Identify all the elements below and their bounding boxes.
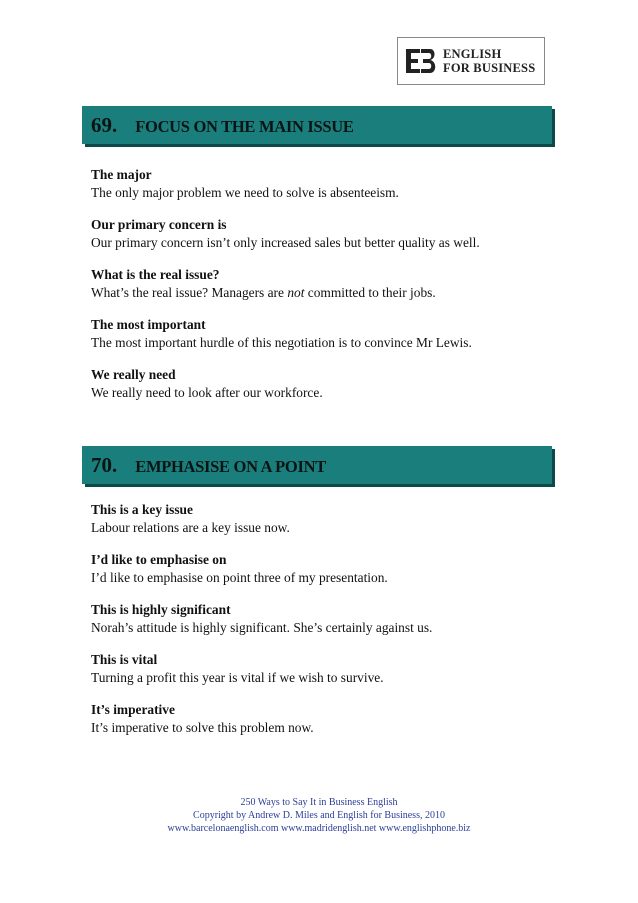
phrase-item: [91, 366, 611, 402]
footer-links[interactable]: www.barcelonaenglish.com www.madridenglish.net www.englishphone.biz: [167, 823, 471, 834]
phrase-example: Labour relations are a key issue now.: [91, 520, 290, 535]
phrase-item: [91, 501, 611, 537]
phrase-heading: We really need: [91, 367, 176, 382]
phrase-example: I’d like to emphasise on point three of my presentation.: [91, 570, 388, 585]
section-title: EMPHASISE ON A POINT: [135, 457, 326, 476]
logo-line-2: FOR BUSINESS: [443, 61, 536, 75]
footer-copyright: Copyright by Andrew D. Miles and English for Business, 2010: [193, 810, 445, 821]
phrase-heading: This is vital: [91, 652, 158, 667]
section-banner-70: [82, 446, 552, 484]
phrase-heading: The most important: [91, 317, 206, 332]
phrase-example: Turning a profit this year is vital if we wish to survive.: [91, 670, 384, 685]
phrase-item: [91, 216, 611, 252]
footer-book-title: 250 Ways to Say It in Business English: [240, 797, 398, 808]
phrase-heading: What is the real issue?: [91, 267, 220, 282]
section-banner-69: [82, 106, 552, 144]
section-title: FOCUS ON THE MAIN ISSUE: [135, 117, 354, 136]
section-70-items: [91, 501, 611, 751]
phrase-example: We really need to look after our workforce.: [91, 385, 323, 400]
phrase-item: [91, 316, 611, 352]
phrase-heading: I’d like to emphasise on: [91, 552, 227, 567]
phrase-example: [91, 284, 611, 302]
phrase-heading: Our primary concern is: [91, 217, 227, 232]
phrase-item: [91, 651, 611, 687]
phrase-example: The most important hurdle of this negotiation is to convince Mr Lewis.: [91, 335, 472, 350]
phrase-example: Our primary concern isn’t only increased sales but better quality as well.: [91, 235, 480, 250]
page-footer: [0, 796, 638, 835]
phrase-heading: This is a key issue: [91, 502, 193, 517]
section-number: 69.: [91, 113, 118, 137]
example-text-start: What’s the real issue? Managers are: [91, 285, 288, 300]
phrase-example: Norah’s attitude is highly significant. She’s certainly against us.: [91, 620, 433, 635]
phrase-heading: This is highly significant: [91, 602, 231, 617]
logo-line-1: ENGLISH: [443, 47, 502, 61]
phrase-heading: The major: [91, 167, 152, 182]
phrase-example: It’s imperative to solve this problem now.: [91, 720, 314, 735]
example-emphasis: not: [287, 285, 305, 300]
english-for-business-logo: [397, 37, 545, 85]
phrase-item: [91, 701, 611, 737]
phrase-item: [91, 601, 611, 637]
section-number: 70.: [91, 453, 118, 477]
eb-monogram-icon: [404, 46, 438, 76]
phrase-item: [91, 551, 611, 587]
phrase-heading: It’s imperative: [91, 702, 175, 717]
example-text-end: committed to their jobs.: [304, 285, 436, 300]
phrase-example: The only major problem we need to solve is absenteeism.: [91, 185, 399, 200]
section-69-items: [91, 166, 611, 416]
phrase-item: [91, 166, 611, 202]
phrase-item: [91, 266, 611, 302]
